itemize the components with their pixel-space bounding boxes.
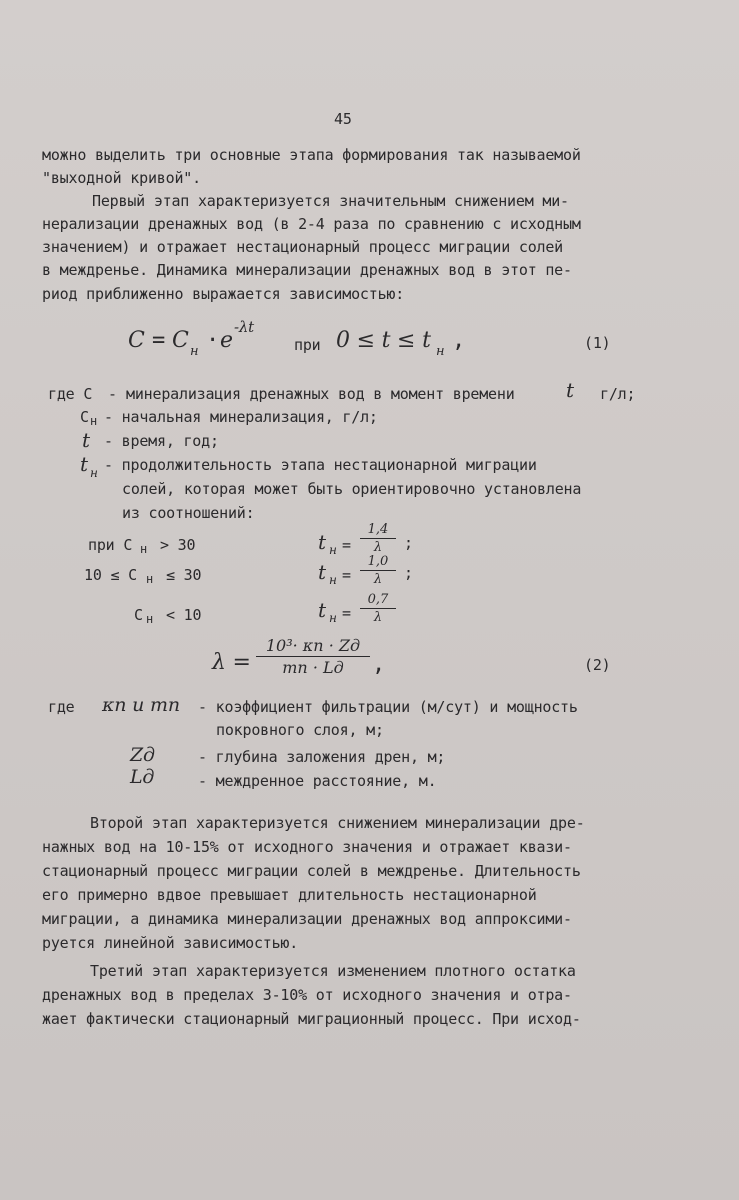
eq1-comma: , <box>452 328 466 353</box>
text-line: дренажных вод в пределах 3-10% от исходного значения и отра- <box>42 986 572 1004</box>
eq2-lambda: λ = <box>212 650 251 675</box>
sym-tn: t <box>80 452 88 476</box>
case-t: t <box>318 598 326 622</box>
text-line: в междренье. Динамика минерализации дренажных вод в этот пе- <box>42 261 572 279</box>
case-t-sub: н <box>329 573 337 587</box>
def-c: минерализация дренажных вод в момент времени <box>126 385 515 403</box>
where2-def-1a: - коэффициент фильтрации (м/сут) и мощность <box>198 698 578 716</box>
where2-sym-zd: Zд <box>130 744 155 766</box>
where2-def-3: - междренное расстояние, м. <box>198 772 437 790</box>
def-cn: - начальная минерализация, г/л; <box>104 408 378 426</box>
case-relation: ≤ 30 <box>166 566 202 584</box>
case-fraction <box>360 522 396 555</box>
where2-sym-ld: Lд <box>130 766 155 788</box>
eq1-cn-sub: н <box>190 344 199 359</box>
def-c-unit: г/л; <box>600 385 636 403</box>
case-eq: = <box>342 566 351 584</box>
text-line: "выходной кривой". <box>42 169 201 187</box>
text-line: нерализации дренажных вод (в 2-4 раза по сравнению с исходным <box>42 215 581 233</box>
case-sub: н <box>146 612 154 626</box>
case-fraction-num: 1,4 <box>360 522 396 539</box>
eq1-equals: = <box>152 328 166 353</box>
case-relation: > 30 <box>160 536 196 554</box>
case-end: ; <box>404 564 413 582</box>
where-c: где С <box>48 385 93 403</box>
case-t: t <box>318 530 326 554</box>
eq1-e: e <box>220 328 233 353</box>
case-fraction-den: λ <box>373 540 383 555</box>
case-condition: при С <box>88 536 133 554</box>
eq1-dot: · <box>206 328 220 353</box>
case-t-sub: н <box>329 543 337 557</box>
sym-t: t <box>82 428 90 452</box>
sym-cn: С <box>80 408 89 426</box>
text-line: жает фактически стационарный миграционный процесс. При исход- <box>42 1010 581 1028</box>
case-sub: н <box>146 572 154 586</box>
case-fraction-den: λ <box>373 572 383 587</box>
case-condition: С <box>134 606 143 624</box>
eq2-comma: , <box>372 652 386 677</box>
text-line: миграции, а динамика минерализации дренажных вод аппроксими- <box>42 910 572 928</box>
case-fraction <box>360 592 396 625</box>
text-line: значением) и отражает нестационарный процесс миграции солей <box>42 238 564 256</box>
page-number: 45 <box>334 110 352 128</box>
case-fraction <box>360 554 396 587</box>
text-line: стационарный процесс миграции солей в междренье. Длительность <box>42 862 581 880</box>
eq1-condition: 0 ≤ t ≤ t <box>336 328 431 353</box>
text-line: риод приближенно выражается зависимостью: <box>42 285 405 303</box>
case-relation: < 10 <box>166 606 202 624</box>
case-eq: = <box>342 604 351 622</box>
eq2-numerator: 10³· κп · Zд <box>256 636 370 657</box>
case-fraction-num: 0,7 <box>360 592 396 609</box>
def-tn-2: солей, которая может быть ориентировочно установлена <box>122 480 582 498</box>
where-dash: - <box>108 385 117 403</box>
eq1-condition-sub: н <box>436 344 445 359</box>
eq2-fraction <box>256 636 370 677</box>
text-line: Второй этап характеризуется снижением минерализации дре- <box>90 814 585 832</box>
text-line: Третий этап характеризуется изменением плотного остатка <box>90 962 576 980</box>
text-line: Первый этап характеризуется значительным снижением ми- <box>92 192 569 210</box>
def-tn-3: из соотношений: <box>122 504 255 522</box>
case-t: t <box>318 560 326 584</box>
where2-gde: где <box>48 698 75 716</box>
case-fraction-den: λ <box>373 610 383 625</box>
sym-cn-sub: н <box>90 414 98 428</box>
eq1-pri: при <box>294 336 321 354</box>
text-line: можно выделить три основные этапа формирования так называемой <box>42 146 581 164</box>
case-fraction-num: 1,0 <box>360 554 396 571</box>
def-t: - время, год; <box>104 432 219 450</box>
where2-def-1b: покровного слоя, м; <box>216 721 384 739</box>
case-condition: 10 ≤ С <box>84 566 137 584</box>
case-sub: н <box>140 542 148 556</box>
case-eq: = <box>342 536 351 554</box>
eq1-cn: C <box>172 328 189 353</box>
def-tn-1: - продолжительность этапа нестационарной миграции <box>104 456 537 474</box>
text-line: его примерно вдвое превышает длительность нестационарной <box>42 886 537 904</box>
eq2-number: (2) <box>584 656 611 674</box>
text-line: нажных вод на 10-15% от исходного значения и отражает квази- <box>42 838 572 856</box>
case-t-sub: н <box>329 611 337 625</box>
eq2-denominator: mп · Lд <box>282 658 344 677</box>
where2-sym-kn-mn: κп и mп <box>102 694 180 716</box>
case-end: ; <box>404 534 413 552</box>
eq1-number: (1) <box>584 334 611 352</box>
sym-tn-sub: н <box>90 466 98 480</box>
text-line: руется линейной зависимостью. <box>42 934 299 952</box>
eq1-exponent: -λt <box>234 318 255 336</box>
eq1-c: C <box>128 328 145 353</box>
def-c-t: t <box>566 378 574 402</box>
where2-def-2: - глубина заложения дрен, м; <box>198 748 446 766</box>
